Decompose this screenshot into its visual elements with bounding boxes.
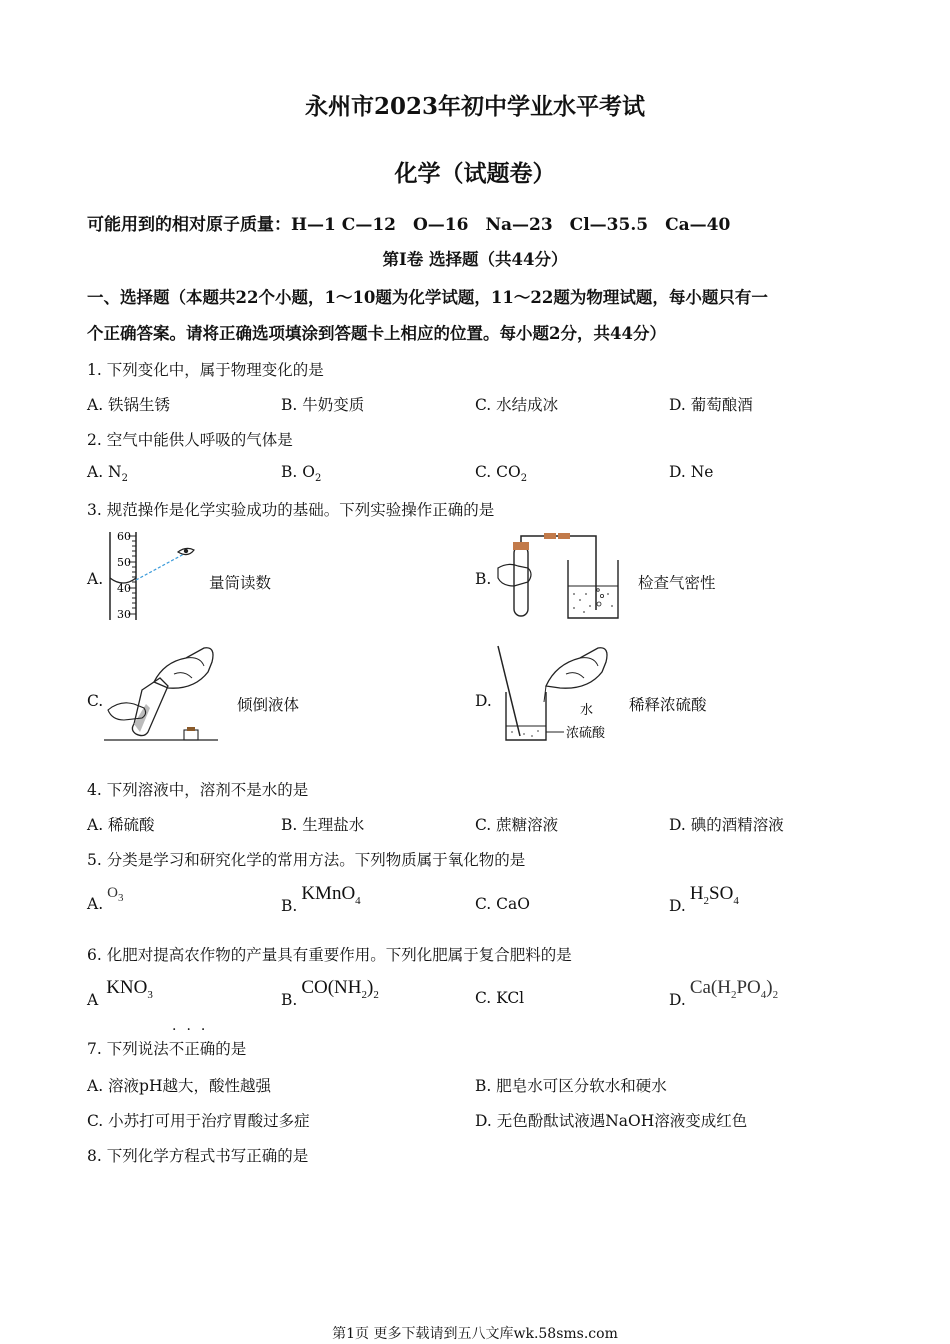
question-3-option-d-caption: 稀释浓硫酸 <box>629 696 707 714</box>
question-4-option-a: A. 稀硫酸 <box>87 816 155 834</box>
question-1-stem: 1. 下列变化中，属于物理变化的是 <box>87 361 324 379</box>
question-1-option-b: B. 牛奶变质 <box>281 396 365 414</box>
question-3-option-c-letter: C. <box>87 692 104 710</box>
question-2-stem: 2. 空气中能供人呼吸的气体是 <box>87 431 293 449</box>
question-3-option-b-letter: B. <box>475 570 492 588</box>
dilute-sulfuric-acid-figure <box>494 640 616 744</box>
question-8-stem: 8. 下列化学方程式书写正确的是 <box>87 1147 309 1165</box>
question-7-option-b: B. 肥皂水可区分软水和硬水 <box>475 1077 667 1095</box>
question-6-option-c: C. KCl <box>475 989 525 1007</box>
page-footer: 第1页 更多下载请到五八文库wk.58sms.com <box>332 1326 618 1342</box>
exam-subtitle: 化学（试题卷） <box>394 160 556 187</box>
cylinder-tick-30: 30 <box>117 608 131 621</box>
cylinder-tick-50: 50 <box>117 556 131 569</box>
question-4-stem: 4. 下列溶液中，溶剂不是水的是 <box>87 781 309 799</box>
question-3-option-c-caption: 倾倒液体 <box>237 696 300 714</box>
question-5-option-a: $A.O_3$ <box>87 885 124 913</box>
question-4-option-d: D. 碘的酒精溶液 <box>669 816 784 834</box>
question-3-stem: 3. 规范操作是化学实验成功的基础。下列实验操作正确的是 <box>87 501 495 519</box>
question-5-option-b: B.KMnO$_4$ <box>281 883 361 915</box>
question-5-option-c: C. CaO <box>475 895 530 913</box>
question-6-option-b: $B.CO(NH_2)_2$ <box>281 977 379 1009</box>
question-2-option-c: C. $CO_2$ <box>475 463 528 485</box>
atomic-masses: 可能用到的相对原子质量：H—1 C—12 O—16 Na—23 Cl—35.5 Ca—40 <box>87 215 731 235</box>
question-1-option-c: C. 水结成冰 <box>475 396 559 414</box>
question-2-option-a: A. $N_2$ <box>87 463 128 485</box>
question-6-option-a: $AKNO_3$ <box>87 977 153 1009</box>
question-3-option-a-caption: 量筒读数 <box>209 574 272 592</box>
question-3-option-d-letter: D. <box>475 692 492 710</box>
question-6-stem: 6. 化肥对提高农作物的产量具有重要作用。下列化肥属于复合肥料的是 <box>87 946 572 964</box>
question-6-option-d: $D.Ca(H_2PO_4)_2$ <box>669 977 779 1009</box>
cylinder-tick-60: 60 <box>117 530 131 543</box>
cylinder-tick-40: 40 <box>117 582 131 595</box>
label-water: 水 <box>580 703 594 718</box>
pouring-liquid-figure <box>104 638 222 744</box>
question-7-option-c: C. 小苏打可用于治疗胃酸过多症 <box>87 1112 310 1130</box>
label-concentrated-sulfuric-acid: 浓硫酸 <box>566 726 606 741</box>
question-4-option-b: B. 生理盐水 <box>281 816 365 834</box>
section-instruction-line2: 个正确答案。请将正确选项填涂到答题卡上相应的位置。每小题2分，共44分） <box>87 324 666 343</box>
question-2-option-b: B. $O_2$ <box>281 463 322 485</box>
question-1-option-d: D. 葡萄酿酒 <box>669 396 753 414</box>
question-3-option-a-letter: A. <box>87 570 104 588</box>
question-5-stem: 5. 分类是学习和研究化学的常用方法。下列物质属于氧化物的是 <box>87 851 526 869</box>
airtightness-check-figure <box>494 528 629 623</box>
volume-title: 第Ⅰ卷 选择题（共44分） <box>382 250 568 269</box>
section-instruction-line1: 一、选择题（本题共22个小题，1～10题为化学试题，11～22题为物理试题，每小题只有一 <box>87 288 768 307</box>
question-3-option-b-caption: 检查气密性 <box>638 574 716 592</box>
question-5-option-d: $D.H_2SO_4$ <box>669 883 739 915</box>
question-7-stem: 7. 下列说法不正确的是 <box>87 1040 247 1058</box>
question-4-option-c: C. 蔗糖溶液 <box>475 816 559 834</box>
question-7-option-d: D. 无色酚酞试液遇NaOH溶液变成红色 <box>475 1112 748 1130</box>
question-2-option-d: D. Ne <box>669 463 714 481</box>
question-1-option-a: A. 铁锅生锈 <box>87 396 171 414</box>
graduated-cylinder-reading-figure <box>104 528 204 624</box>
exam-title: 永州市2023年初中学业水平考试 <box>304 93 645 120</box>
question-7-option-a: A. 溶液pH越大，酸性越强 <box>87 1077 271 1095</box>
emphasis-dots: ··· <box>172 1022 216 1038</box>
